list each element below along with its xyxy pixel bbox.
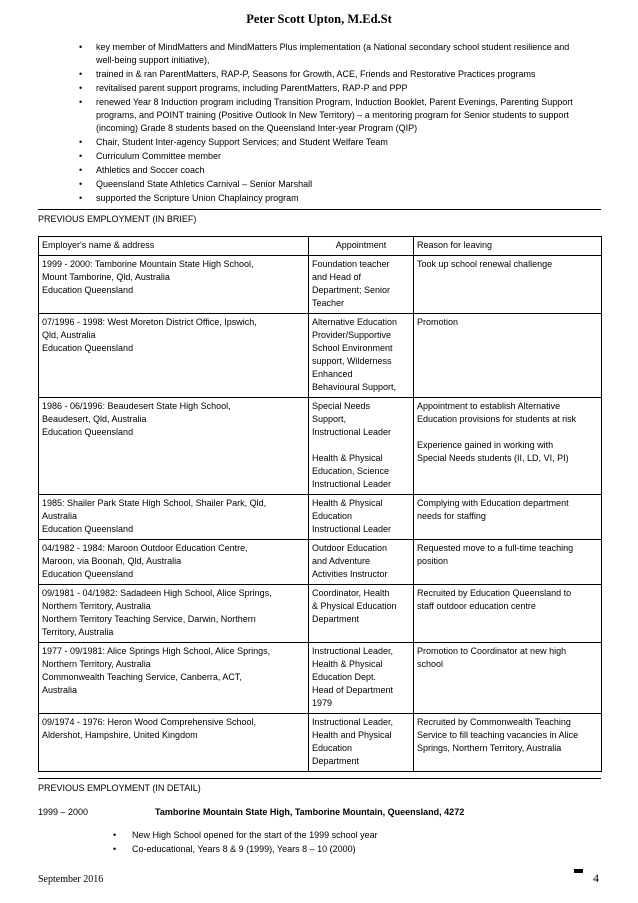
cell-line: Education provisions for students at risk xyxy=(417,414,577,424)
cell-line: Northern Territory, Australia xyxy=(42,601,151,611)
column-header-employer: Employer's name & address xyxy=(39,237,309,256)
cell-line: Health & Physical xyxy=(312,453,383,463)
cell-line: Instructional Leader, xyxy=(312,717,394,727)
cell-line: position xyxy=(417,556,449,566)
cell-line: Instructional Leader xyxy=(312,479,392,489)
section-title-brief: PREVIOUS EMPLOYMENT (IN BRIEF) xyxy=(38,214,197,224)
cell-line: Took up school renewal challenge xyxy=(417,259,553,269)
cell-line: Springs, Northern Territory, Australia xyxy=(417,743,562,753)
footer-mark xyxy=(574,869,583,873)
cell-line: Alternative Education xyxy=(312,317,398,327)
cell-line: Department xyxy=(312,614,360,624)
cell-line: Education Queensland xyxy=(42,343,134,353)
cell-line: Education Queensland xyxy=(42,524,134,534)
cell-line: Instructional Leader, xyxy=(312,646,394,656)
cell-employer xyxy=(39,585,309,643)
bullet-icon: • xyxy=(79,179,83,189)
achievements-list xyxy=(60,41,590,206)
section-title-detail: PREVIOUS EMPLOYMENT (IN DETAIL) xyxy=(38,783,201,793)
column-header-appointment: Appointment xyxy=(309,237,414,256)
cell-line: and Head of xyxy=(312,272,362,282)
cell-line: Teacher xyxy=(312,298,345,308)
bullet-icon: • xyxy=(79,193,83,203)
cell-line: Education Dept. xyxy=(312,672,377,682)
bullet-icon: • xyxy=(113,830,117,840)
table-row xyxy=(39,256,602,314)
cell-line: Education xyxy=(312,743,353,753)
cell-appointment xyxy=(309,643,414,714)
section-divider xyxy=(38,209,601,210)
cell-line: 1999 - 2000: Tamborine Mountain State High School, xyxy=(42,259,254,269)
cell-line: Northern Territory Teaching Service, Darwin, Northern xyxy=(42,614,256,624)
list-item-text: key member of MindMatters and MindMatters Plus implementation (a National secondary school student resilience and well-being support initiative), xyxy=(96,42,570,65)
cell-line: Requested move to a full-time teaching xyxy=(417,543,574,553)
cell-appointment xyxy=(309,314,414,398)
cell-appointment xyxy=(309,398,414,495)
cell-line xyxy=(312,439,410,452)
cell-line: Education, Science xyxy=(312,466,390,476)
cell-line: 1985: Shailer Park State High School, Shailer Park, Qld, xyxy=(42,498,267,508)
cell-reason xyxy=(414,314,602,398)
cell-line: Activities Instructor xyxy=(312,569,388,579)
cell-line: Health & Physical xyxy=(312,659,383,669)
bullet-icon: • xyxy=(79,151,83,161)
bullet-icon: • xyxy=(79,97,83,107)
cell-line: Beaudesert, Qld, Australia xyxy=(42,414,147,424)
section-divider xyxy=(38,778,601,779)
list-item-text: New High School opened for the start of the 1999 school year xyxy=(132,830,378,840)
bullet-icon: • xyxy=(79,137,83,147)
cell-line: and Adventure xyxy=(312,556,371,566)
list-item xyxy=(95,829,575,842)
list-item-text: renewed Year 8 Induction program including Transition Program, Induction Booklet, Parent Evenings, Parenting Support programs, and POINT training (Positive Outlook In New Territory) – a mentoring program for Senior students to support (incoming) Grade 8 students based on the Queensland Inter-year Program (QIP) xyxy=(96,97,573,133)
list-item xyxy=(95,843,575,856)
cell-line: 1977 - 09/1981: Alice Springs High School, Alice Springs, xyxy=(42,646,271,656)
cell-line: 09/1981 - 04/1982: Sadadeen High School, Alice Springs, xyxy=(42,588,272,598)
cell-reason xyxy=(414,540,602,585)
cell-line: Head of Department xyxy=(312,685,394,695)
cell-line: Enhanced xyxy=(312,369,353,379)
cell-line: Outdoor Education xyxy=(312,543,388,553)
cell-line: Northern Territory, Australia xyxy=(42,659,151,669)
cell-line: Education Queensland xyxy=(42,285,134,295)
list-item xyxy=(60,96,590,135)
cell-line: Provider/Supportive xyxy=(312,330,392,340)
cell-appointment xyxy=(309,714,414,772)
table-row xyxy=(39,540,602,585)
cell-line: 07/1996 - 1998: West Moreton District Office, Ipswich, xyxy=(42,317,257,327)
cell-line: Maroon, via Boonah, Qld, Australia xyxy=(42,556,182,566)
bullet-icon: • xyxy=(79,165,83,175)
cell-line: Behavioural Support, xyxy=(312,382,397,392)
cell-employer xyxy=(39,256,309,314)
cell-line: Education Queensland xyxy=(42,569,134,579)
table-row xyxy=(39,714,602,772)
cell-line: 04/1982 - 1984: Maroon Outdoor Education Centre, xyxy=(42,543,248,553)
list-item-text: trained in & ran ParentMatters, RAP-P, Seasons for Growth, ACE, Friends and Restorative Practices programs xyxy=(96,69,536,79)
list-item-text: Athletics and Soccer coach xyxy=(96,165,205,175)
list-item xyxy=(60,164,590,177)
column-header-reason: Reason for leaving xyxy=(414,237,602,256)
cell-reason xyxy=(414,256,602,314)
cell-line: Appointment to establish Alternative xyxy=(417,401,561,411)
list-item-text: revitalised parent support programs, including ParentMatters, RAP-P and PPP xyxy=(96,83,408,93)
detail-school: Tamborine Mountain State High, Tamborine Mountain, Queensland, 4272 xyxy=(155,807,465,817)
cell-line: staff outdoor education centre xyxy=(417,601,536,611)
cell-reason xyxy=(414,643,602,714)
list-item xyxy=(60,192,590,205)
bullet-icon: • xyxy=(79,69,83,79)
cell-line: Service to fill teaching vacancies in Alice xyxy=(417,730,579,740)
page-number: 4 xyxy=(593,871,599,885)
cell-line xyxy=(417,426,598,439)
table-body xyxy=(39,256,602,772)
cell-line: & Physical Education xyxy=(312,601,397,611)
cell-line: Health and Physical xyxy=(312,730,392,740)
cell-reason xyxy=(414,585,602,643)
cell-line: Territory, Australia xyxy=(42,627,114,637)
cell-line: Special Needs students (II, LD, VI, PI) xyxy=(417,453,569,463)
cell-line: school xyxy=(417,659,444,669)
cell-line: Instructional Leader xyxy=(312,427,392,437)
cell-line: Complying with Education department xyxy=(417,498,569,508)
cell-line: Coordinator, Health xyxy=(312,588,390,598)
cell-line: Experience gained in working with xyxy=(417,440,554,450)
cell-appointment xyxy=(309,256,414,314)
cell-line: 1979 xyxy=(312,698,333,708)
cell-line: Promotion xyxy=(417,317,459,327)
table-row xyxy=(39,398,602,495)
list-item xyxy=(60,41,590,67)
list-item-text: Curriculum Committee member xyxy=(96,151,222,161)
cell-line: support, Wilderness xyxy=(312,356,392,366)
detail-list xyxy=(95,829,575,857)
cell-employer xyxy=(39,540,309,585)
bullet-icon: • xyxy=(79,42,83,52)
page-header-name: Peter Scott Upton, M.Ed.St xyxy=(246,12,392,26)
cell-line: Special Needs xyxy=(312,401,371,411)
cell-line: Instructional Leader xyxy=(312,524,392,534)
cell-line: Support, xyxy=(312,414,347,424)
cell-reason xyxy=(414,495,602,540)
employment-brief-table xyxy=(38,236,602,772)
cell-line: 09/1974 - 1976: Heron Wood Comprehensive School, xyxy=(42,717,256,727)
list-item xyxy=(60,82,590,95)
cell-line: Promotion to Coordinator at new high xyxy=(417,646,567,656)
cell-reason xyxy=(414,714,602,772)
table-row xyxy=(39,643,602,714)
list-item-text: Co-educational, Years 8 & 9 (1999), Years 8 – 10 (2000) xyxy=(132,844,356,854)
cell-line: Recruited by Education Queensland to xyxy=(417,588,572,598)
table-row xyxy=(39,314,602,398)
table-header-row xyxy=(39,237,602,256)
cell-line: Education Queensland xyxy=(42,427,134,437)
table-row xyxy=(39,585,602,643)
cell-line: Mount Tamborine, Qld, Australia xyxy=(42,272,170,282)
cell-line: Education xyxy=(312,511,353,521)
list-item-text: supported the Scripture Union Chaplaincy program xyxy=(96,193,299,203)
cell-line: Australia xyxy=(42,685,78,695)
list-item xyxy=(60,150,590,163)
cell-line: School Environment xyxy=(312,343,393,353)
cell-employer xyxy=(39,714,309,772)
cell-line: needs for staffing xyxy=(417,511,486,521)
footer-date: September 2016 xyxy=(38,874,104,885)
cell-line: Aldershot, Hampshire, United Kingdom xyxy=(42,730,198,740)
cell-appointment xyxy=(309,540,414,585)
cell-line: Health & Physical xyxy=(312,498,383,508)
cell-employer xyxy=(39,495,309,540)
cell-employer xyxy=(39,314,309,398)
cell-reason xyxy=(414,398,602,495)
cell-line: Australia xyxy=(42,511,78,521)
table-row xyxy=(39,495,602,540)
cell-line: Recruited by Commonwealth Teaching xyxy=(417,717,571,727)
cell-appointment xyxy=(309,495,414,540)
cell-line: Commonwealth Teaching Service, Canberra, ACT, xyxy=(42,672,242,682)
cell-employer xyxy=(39,643,309,714)
detail-years: 1999 – 2000 xyxy=(38,807,89,817)
bullet-icon: • xyxy=(113,844,117,854)
list-item xyxy=(60,136,590,149)
list-item xyxy=(60,178,590,191)
list-item xyxy=(60,68,590,81)
list-item-text: Chair, Student Inter-agency Support Services; and Student Welfare Team xyxy=(96,137,388,147)
cell-line: Foundation teacher xyxy=(312,259,390,269)
cell-line: 1986 - 06/1996: Beaudesert State High School, xyxy=(42,401,231,411)
cell-appointment xyxy=(309,585,414,643)
cell-employer xyxy=(39,398,309,495)
list-item-text: Queensland State Athletics Carnival – Senior Marshall xyxy=(96,179,313,189)
cell-line: Department xyxy=(312,756,360,766)
cell-line: Qld, Australia xyxy=(42,330,96,340)
cell-line: Department; Senior xyxy=(312,285,391,295)
bullet-icon: • xyxy=(79,83,83,93)
